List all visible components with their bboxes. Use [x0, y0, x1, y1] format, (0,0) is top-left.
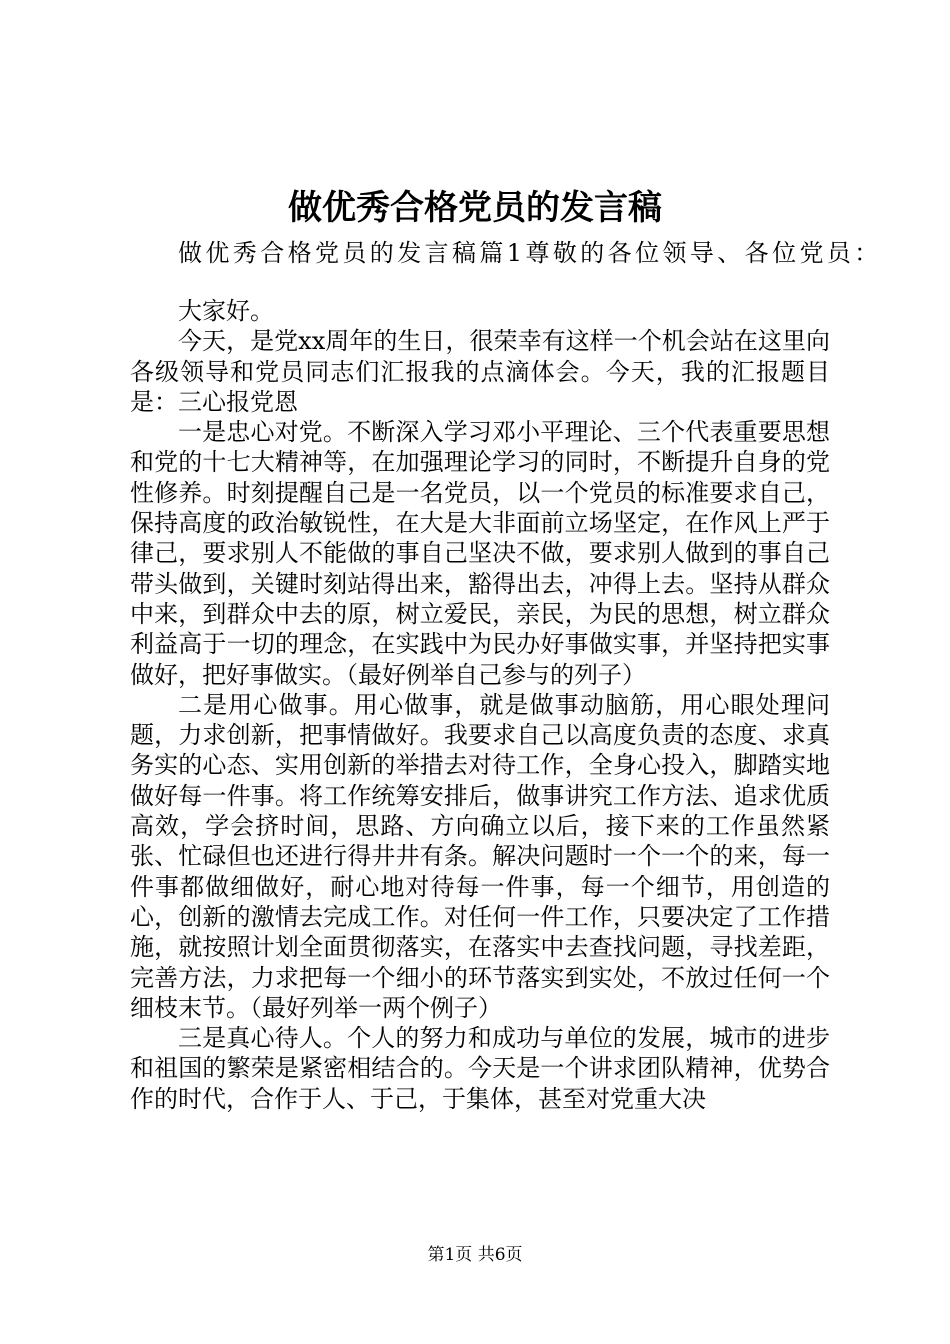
paragraph-loyalty: 一是忠心对党。不断深入学习邓小平理论、三个代表重要思想和党的十七大精神等，在加强理论学习的同时，不断提升自身的党性修养。时刻提醒自己是一名党员，以一个党员的标准要求自己，保持高度的政治敏锐性，在大是大非面前立场坚定，在作风上严于律己，要求别人不能做的事自己坚决不做，要求别人做到的事自己带头做到，关键时刻站得出来，豁得出去，冲得上去。坚持从群众中来，到群众中去的原，树立爱民，亲民，为民的思想，树立群众利益高于一切的理念，在实践中为民办好事做实事，并坚持把实事做好，把好事做实。（最好例举自己参与的列子）	[130, 418, 830, 689]
page-title: 做优秀合格党员的发言稿	[288, 188, 662, 228]
document-body	[130, 296, 830, 1114]
paragraph-opening: 今天，是党xx周年的生日，很荣幸有这样一个机会站在这里向各级领导和党员同志们汇报我的点滴体会。今天，我的汇报题目是：三心报党恩	[130, 327, 830, 416]
paragraph-diligence: 二是用心做事。用心做事，就是做事动脑筋，用心眼处理问题，力求创新，把事情做好。我要求自己以高度负责的态度、求真务实的心态、实用创新的举措去对待工作，全身心投入，脚踏实地做好每一件事。将工作统筹安排后，做事讲究工作方法、追求优质高效，学会挤时间，思路、方向确立以后，接下来的工作虽然紧张、忙碌但也还进行得井井有条。解决问题时一个一个的来，每一件事都做细做好，耐心地对待每一件事，每一个细节，用创造的心，创新的激情去完成工作。对任何一件工作，只要决定了工作措施，就按照计划全面贯彻落实，在落实中去查找问题，寻找差距，完善方法，力求把每一个细小的环节落实到实处，不放过任何一个细枝末节。（最好列举一两个例子）	[130, 690, 830, 1022]
page-footer: 第1页 共6页	[427, 1245, 523, 1265]
intro-line: 做优秀合格党员的发言稿篇1尊敬的各位领导、各位党员：	[178, 239, 882, 267]
paragraph-greeting: 大家好。	[178, 297, 274, 325]
paragraph-sincerity: 三是真心待人。个人的努力和成功与单位的发展，城市的进步和祖国的繁荣是紧密相结合的。今天是一个讲求团队精神，优势合作的时代，合作于人、于己，于集体，甚至对党重大决	[130, 1024, 830, 1113]
